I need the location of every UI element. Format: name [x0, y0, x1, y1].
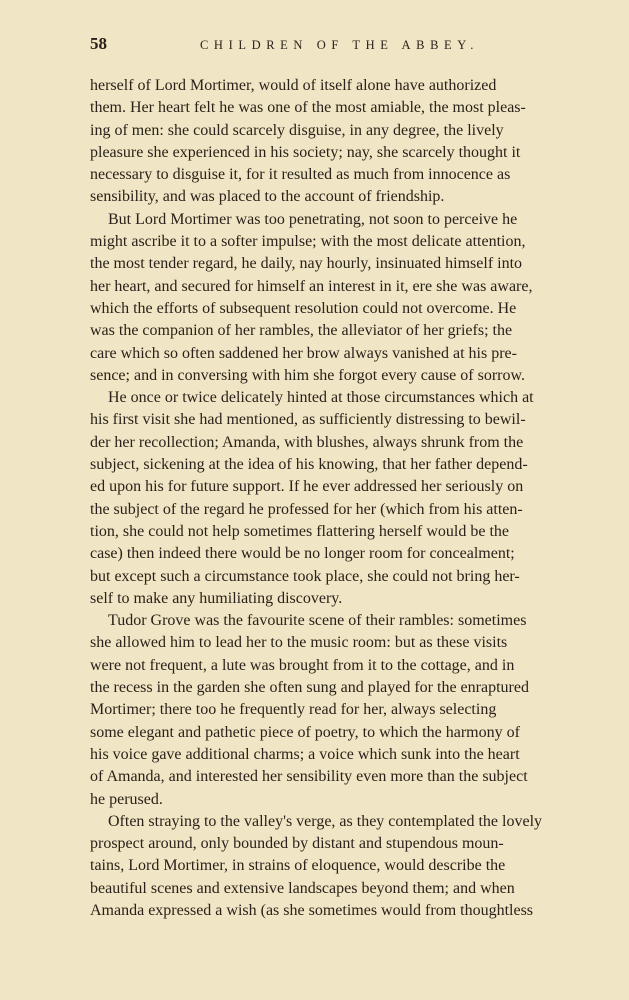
text-line: Often straying to the valley's verge, as they contemplated the lovely: [108, 812, 543, 830]
text-line: Tudor Grove was the favourite scene of their rambles: sometimes: [108, 612, 527, 630]
text-line: tains, Lord Mortimer, in strains of eloquence, would describe the: [90, 857, 506, 875]
running-head: [90, 34, 600, 54]
text-line: but except such a circumstance took place, she could not bring her-: [90, 567, 520, 585]
paragraph-continued: [90, 75, 600, 209]
text-line: her heart, and secured for himself an interest in it, ere she was aware,: [90, 277, 533, 295]
paragraph: [90, 387, 600, 610]
text-line: sence; and in conversing with him she forgot every cause of sorrow.: [90, 366, 525, 384]
text-line: ed upon his for future support. If he ever addressed her seriously on: [90, 478, 524, 496]
text-line: sensibility, and was placed to the account of friendship.: [90, 188, 445, 206]
text-line: the most tender regard, he daily, nay hourly, insinuated himself into: [90, 255, 523, 273]
text-line: were not frequent, a lute was brought from it to the cottage, and in: [90, 656, 515, 674]
running-title: CHILDREN OF THE ABBEY.: [200, 38, 480, 52]
text-line: But Lord Mortimer was too penetrating, not soon to perceive he: [108, 210, 518, 228]
text-line: was the companion of her rambles, the alleviator of her griefs; the: [90, 322, 513, 340]
text-line: he perused.: [90, 790, 163, 808]
text-line: self to make any humiliating discovery.: [90, 589, 343, 607]
text-line: of Amanda, and interested her sensibility even more than the subject: [90, 768, 528, 786]
text-line: his first visit she had mentioned, as sufficiently distressing to bewil-: [90, 411, 526, 429]
text-line: der her recollection; Amanda, with blushes, always shrunk from the: [90, 433, 524, 451]
paragraph: [90, 209, 600, 387]
text-line: herself of Lord Mortimer, would of itself alone have authorized: [90, 77, 497, 94]
text-line: his voice gave additional charms; a voice which sunk into the heart: [90, 745, 520, 763]
text-line: she allowed him to lead her to the music room: but as these visits: [90, 634, 508, 652]
text-line: the subject of the regard he professed for her (which from his atten-: [90, 500, 523, 518]
text-line: the recess in the garden she often sung and played for the enraptured: [90, 679, 529, 697]
text-line: pleasure she experienced in his society; nay, she scarcely thought it: [90, 143, 521, 161]
text-line: might ascribe it to a softer impulse; with the most delicate attention,: [90, 233, 526, 251]
text-line: He once or twice delicately hinted at those circumstances which at: [108, 389, 534, 407]
text-line: some elegant and pathetic piece of poetry, to which the harmony of: [90, 723, 520, 741]
text-line: Mortimer; there too he frequently read for her, always selecting: [90, 701, 497, 719]
text-line: them. Her heart felt he was one of the most amiable, the most pleas-: [90, 99, 526, 117]
body-text: [90, 75, 600, 922]
text-line: beautiful scenes and extensive landscapes beyond them; and when: [90, 879, 515, 897]
text-line: necessary to disguise it, for it resulted as much from innocence as: [90, 166, 511, 184]
paragraph: [90, 811, 600, 922]
text-line: ing of men: she could scarcely disguise, in any degree, the lively: [90, 121, 504, 139]
text-line: subject, sickening at the idea of his knowing, that her father depend-: [90, 456, 528, 474]
text-line: Amanda expressed a wish (as she sometimes would from thoughtless: [90, 901, 534, 919]
text-line: care which so often saddened her brow always vanished at his pre-: [90, 344, 517, 362]
text-line: which the efforts of subsequent resolution could not overcome. He: [90, 299, 517, 317]
text-line: tion, she could not help sometimes flattering herself would be the: [90, 522, 510, 540]
text-line: case) then indeed there would be no longer room for concealment;: [90, 545, 515, 563]
paragraph: [90, 610, 600, 811]
text-line: prospect around, only bounded by distant and stupendous moun-: [90, 835, 504, 853]
page-number: 58: [90, 34, 107, 53]
